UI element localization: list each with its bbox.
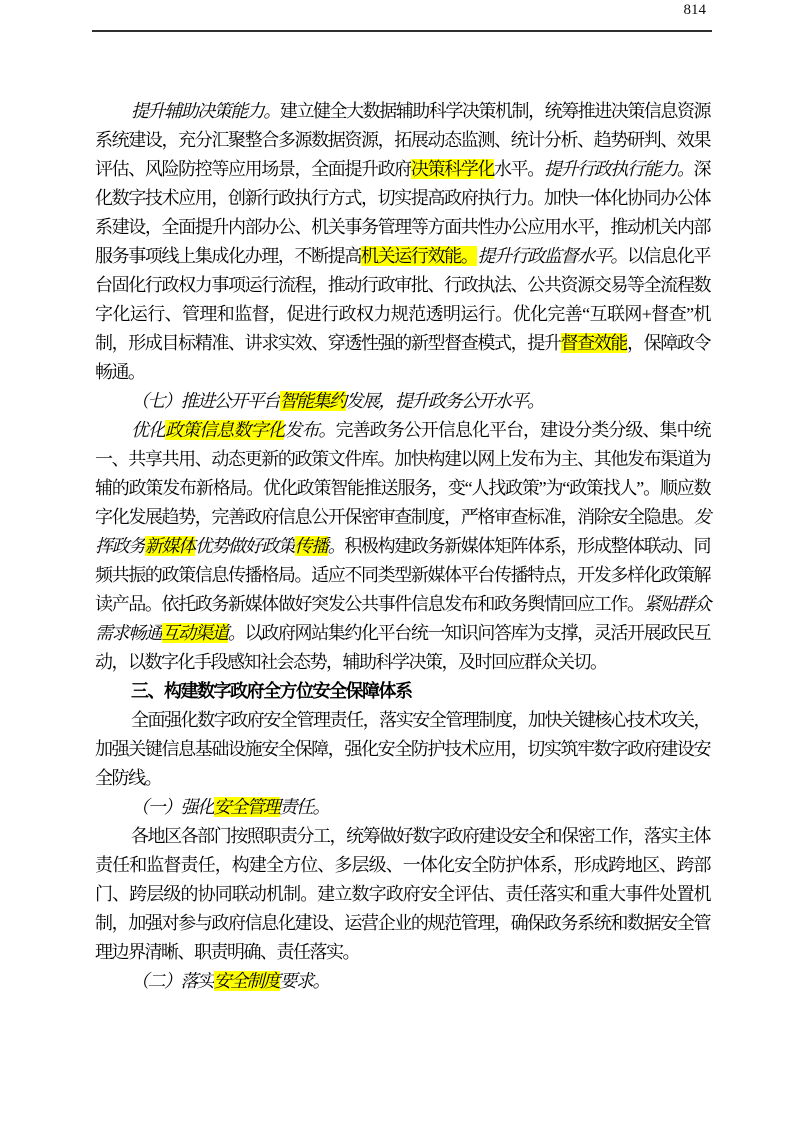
highlighted-text: 安全制度	[213, 971, 280, 991]
text-run: （一）强化	[131, 797, 214, 817]
highlighted-text: 督查效能	[560, 333, 627, 353]
text-run: 水平。	[494, 159, 544, 179]
text-run: 各地区各部门按照职责分工，统筹做好数字政府建设安全和保密工作，落实主体责任和监督责任，构建全方位、多层级、一体化安全防护体系，形成跨地区、跨部门、跨层级的协同联动机制。建立数字政府安全评估、责任落实和重大事件处置机制，加强对参与政府信息化建设、运营企业的规范管理，确保政务系统和数据安全管理边界清晰、职责明确、责任落实。	[95, 826, 710, 962]
text-run: 优化	[131, 420, 166, 440]
paragraph-security-overview	[95, 706, 710, 793]
text-run: 完善政务公开信息化平台，建设分类分级、集中统一、共享共用、动态更新的政策文件库。加快构建以网上发布为主、其他发布渠道为辅的政策发布新格局。优化政策智能推送服务，变“人找政策”为“政策找人”。顺应数字化发展趋势，完善政府信息公开保密审查制度，严格审查标准，消除安全隐患。	[95, 420, 711, 527]
text-run: 发挥政务	[95, 507, 710, 556]
text-run: 发展，提升政务公开水平。	[345, 391, 544, 411]
item-one-heading	[95, 793, 710, 822]
text-run: （七）推进公开平台	[131, 391, 280, 411]
highlighted-text: 互动渠道	[161, 623, 228, 643]
text-run: 责任。	[279, 797, 329, 817]
header-rule	[92, 30, 712, 32]
text-run: 全面强化数字政府安全管理责任，落实安全管理制度，加快关键核心技术攻关，加强关键信息基础设施安全保障，强化安全防护技术应用，切实筑牢数字政府建设安全防线。	[95, 710, 710, 788]
text-run: 发布。	[284, 420, 336, 440]
text-run: 。	[228, 623, 245, 643]
text-run: 提升行政监督水平。	[477, 246, 627, 266]
highlighted-text: 机关运行效能。	[361, 246, 478, 266]
text-run: 。	[327, 536, 345, 556]
text-run: 以政府网站集约化平台统一知识问答库为支撑，灵活开展政民互动，以数字化手段感知社会态势，辅助科学决策，及时回应群众关切。	[95, 623, 710, 672]
item-two-heading	[95, 967, 710, 996]
text-run: 紧贴群众需求畅通	[95, 594, 710, 643]
text-run: 深化数字技术应用，创新行政执行方式，切实提高政府执行力。加快一体化协同办公体系建设，全面提升内部办公、机关事务管理等方面共性办公应用水平，推动机关内部服务事项线上集成化办理，不断提高	[95, 159, 710, 266]
text-run: ，保障政令畅通。	[95, 333, 710, 382]
highlighted-text: 政策信息数字化	[165, 420, 285, 440]
text-run: 提升辅助决策能力。	[131, 101, 280, 121]
text-run: 要求。	[279, 971, 329, 991]
paragraph-policy-publishing	[95, 416, 710, 677]
section-heading-three	[95, 677, 710, 706]
highlighted-text: 决策科学化	[410, 159, 494, 179]
text-run: （二）落实	[131, 971, 214, 991]
text-run: 积极构建政务新媒体矩阵体系，形成整体联动、同频共振的政策信息传播格局。适应不同类型新媒体平台传播特点，开发多样化政策解读产品。依托政务新媒体做好突发公共事件信息发布和政务舆情回应工作。	[95, 536, 710, 614]
text-run: 提升行政执行能力。	[543, 159, 694, 179]
text-run: 三、构建数字政府全方位安全保障体系	[131, 681, 412, 701]
text-run: 以信息化平台固化行政权力事项运行流程，推动行政审批、行政执法、公共资源交易等全流程数字化运行、管理和监督，促进行政权力规范透明运行。优化完善“互联网+督查”机制，形成目标精准、讲求实效、穿透性强的新型督查模式，提升	[95, 246, 710, 353]
paragraph-decision-support	[95, 97, 710, 387]
item-seven-heading	[95, 387, 710, 416]
highlighted-text: 安全管理	[213, 797, 280, 817]
text-run: 建立健全大数据辅助科学决策机制，统筹推进决策信息资源系统建设，充分汇聚整合多源数据资源，拓展动态监测、统计分析、趋势研判、效果评估、风险防控等应用场景，全面提升政府	[95, 101, 711, 179]
text-run: 优势做好政策	[194, 536, 295, 556]
document-body	[95, 97, 710, 996]
highlighted-text: 新媒体	[144, 536, 195, 556]
highlighted-text: 传播	[294, 536, 328, 556]
paragraph-security-responsibility	[95, 822, 710, 967]
highlighted-text: 智能集约	[279, 391, 346, 411]
page-number: 814	[683, 2, 706, 18]
